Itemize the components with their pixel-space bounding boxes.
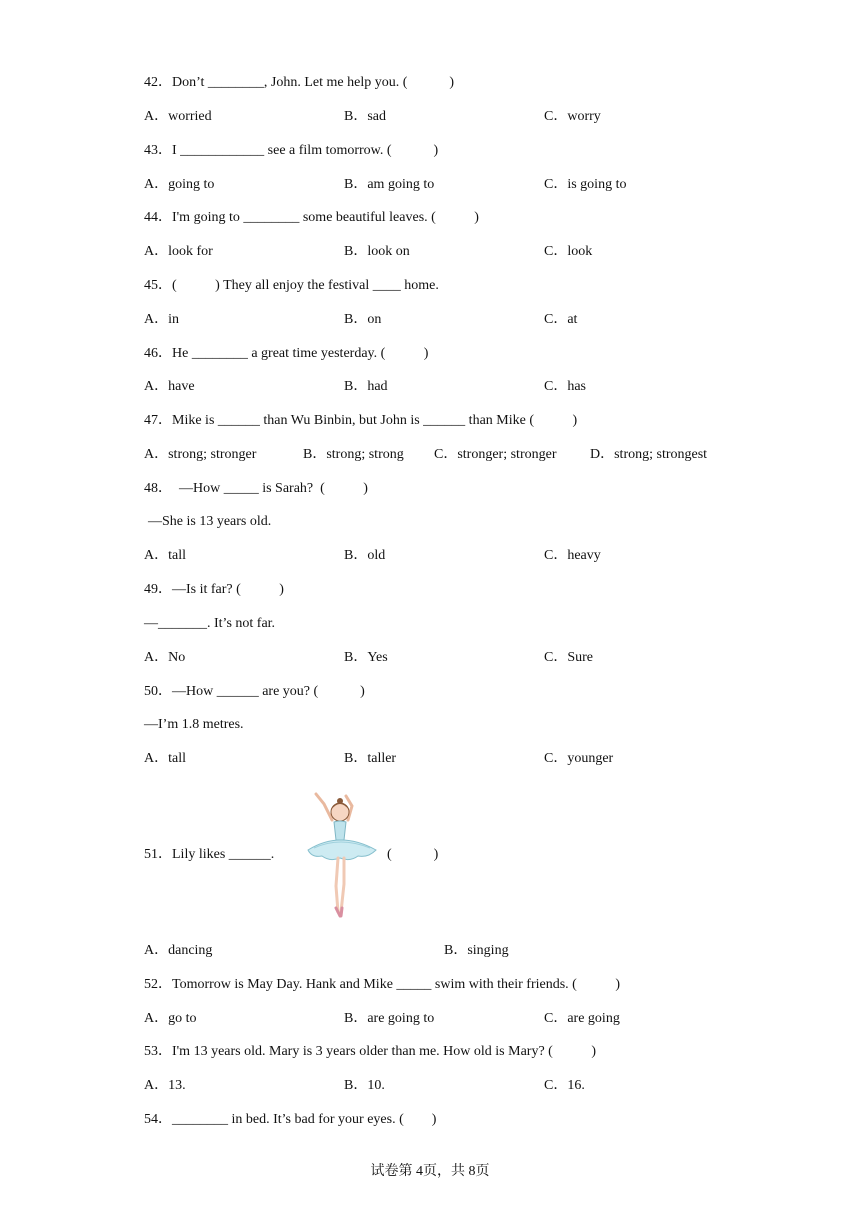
- q47-option-d: D．strong; strongest: [590, 447, 708, 462]
- q52-option-c: C．are going: [544, 1011, 620, 1026]
- q47-option-c: C．stronger; stronger: [434, 447, 557, 462]
- q48-option-b: B．old: [344, 548, 386, 563]
- q53-option-a: A．13.: [144, 1078, 186, 1093]
- q49-option-a: A．No: [144, 650, 186, 665]
- page-footer: 试卷第 4页，共 8页: [370, 1164, 490, 1179]
- q53-option-b: B．10.: [344, 1078, 385, 1093]
- q50-option-c: C．younger: [544, 751, 614, 766]
- question-48-reply: —She is 13 years old.: [148, 514, 272, 529]
- question-54-stem: 54．________ in bed. It’s bad for your eyes. ( ): [144, 1112, 437, 1127]
- question-42-stem: 42．Don’t ________, John. Let me help you. ( ): [144, 75, 455, 90]
- q52-option-a: A．go to: [144, 1011, 197, 1026]
- q44-option-c: C．look: [544, 244, 593, 259]
- q47-option-b: B．strong; strong: [303, 447, 404, 462]
- question-43-stem: 43．I ____________ see a film tomorrow. ( ): [144, 143, 439, 158]
- q46-option-c: C．has: [544, 379, 586, 394]
- question-51-stem: 51．Lily likes ______.: [144, 847, 275, 862]
- q43-option-b: B．am going to: [344, 177, 435, 192]
- q43-option-a: A．going to: [144, 177, 215, 192]
- question-53-stem: 53．I'm 13 years old. Mary is 3 years older than me. How old is Mary? ( ): [144, 1044, 596, 1059]
- q50-option-a: A．tall: [144, 751, 186, 766]
- q45-option-c: C．at: [544, 312, 578, 327]
- q44-option-a: A．look for: [144, 244, 213, 259]
- q52-option-b: B．are going to: [344, 1011, 435, 1026]
- q43-option-c: C．is going to: [544, 177, 627, 192]
- ballerina-illustration: [294, 786, 386, 920]
- q49-option-c: C．Sure: [544, 650, 593, 665]
- question-51-answer-parens: ( ): [387, 847, 439, 862]
- question-49-stem: 49．—Is it far? ( ): [144, 582, 284, 597]
- q51-option-a: A．dancing: [144, 943, 213, 958]
- q50-option-b: B．taller: [344, 751, 397, 766]
- q47-option-a: A．strong; stronger: [144, 447, 257, 462]
- question-44-stem: 44．I'm going to ________ some beautiful leaves. ( ): [144, 210, 479, 225]
- q51-option-b: B．singing: [444, 943, 509, 958]
- question-50-reply: —I’m 1.8 metres.: [144, 717, 244, 732]
- question-47-stem: 47．Mike is ______ than Wu Binbin, but John is ______ than Mike ( ): [144, 413, 578, 428]
- q42-option-a: A．worried: [144, 109, 212, 124]
- question-50-stem: 50．—How ______ are you? ( ): [144, 684, 365, 699]
- q42-option-c: C．worry: [544, 109, 601, 124]
- q53-option-c: C．16.: [544, 1078, 585, 1093]
- question-46-stem: 46．He ________ a great time yesterday. ( ): [144, 346, 429, 361]
- question-49-reply: —_______. It’s not far.: [144, 616, 276, 631]
- q45-option-b: B．on: [344, 312, 382, 327]
- q46-option-a: A．have: [144, 379, 195, 394]
- q49-option-b: B．Yes: [344, 650, 388, 665]
- question-45-stem: 45．( ) They all enjoy the festival ____ home.: [144, 278, 439, 293]
- q45-option-a: A．in: [144, 312, 179, 327]
- q48-option-a: A．tall: [144, 548, 186, 563]
- question-52-stem: 52．Tomorrow is May Day. Hank and Mike _____ swim with their friends. ( ): [144, 977, 620, 992]
- q42-option-b: B．sad: [344, 109, 386, 124]
- q48-option-c: C．heavy: [544, 548, 601, 563]
- q44-option-b: B．look on: [344, 244, 410, 259]
- question-48-stem: 48． —How _____ is Sarah? ( ): [144, 481, 368, 496]
- q46-option-b: B．had: [344, 379, 388, 394]
